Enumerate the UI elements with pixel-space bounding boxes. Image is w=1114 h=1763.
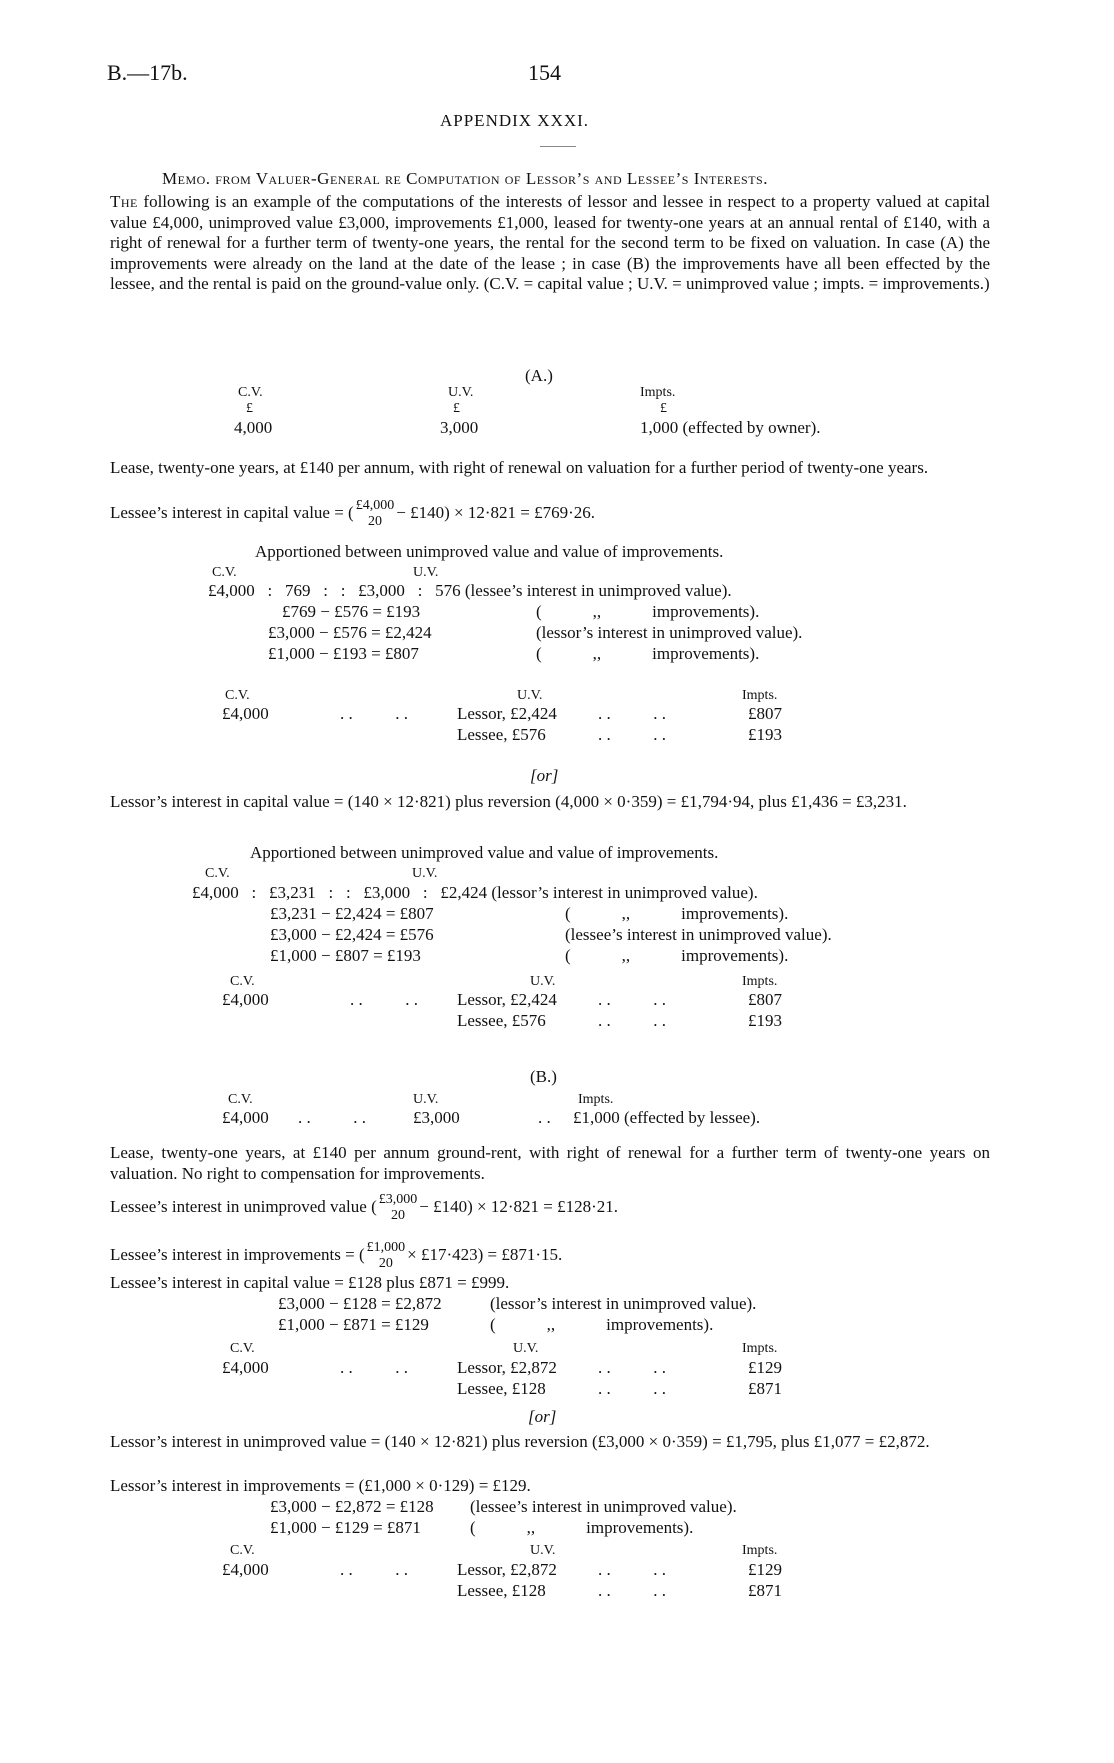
formula-pre: Lessee’s interest in capital value = (: [110, 502, 354, 522]
fraction: [356, 498, 395, 530]
case-a-ratio-col-uv: U.V.: [413, 565, 439, 580]
leader-dots: . . . .: [598, 1379, 666, 1398]
case-a-lease-text: Lease, twenty-one years, at £140 per annum, with right of renewal on valuation for a further period of twenty-one years.: [110, 458, 929, 477]
fraction-denominator: 20: [378, 1256, 393, 1271]
case-a-or: [or]: [530, 766, 559, 785]
memo-title: Memo. from Valuer-General re Computation of Lessor’s and Lessee’s Interests.: [162, 169, 768, 188]
case-b-calc-2-eq: £1,000 − £871 = £129: [278, 1315, 429, 1334]
leader-dots: . . . .: [598, 1560, 666, 1579]
case-a-ratio-line-2: £4,000 : £3,231 : : £3,000 : £2,424 (lessor’s interest in unimproved value).: [192, 883, 758, 902]
case-a-calc-1-note: ( ,, improvements).: [536, 602, 760, 621]
case-b-label: (B.): [530, 1067, 557, 1086]
fraction: [379, 1192, 418, 1224]
case-b-summary2-col-cv: C.V.: [230, 1543, 255, 1558]
case-a-col-uv: U.V.: [448, 385, 474, 400]
case-a-summary-lessee: Lessee, £576: [457, 725, 546, 744]
case-a-summary2-col-cv: C.V.: [230, 974, 255, 989]
case-b-lessee-impts: [110, 1240, 562, 1272]
case-a-calc-3-note: ( ,, improvements).: [536, 644, 760, 663]
case-a-calc-1-eq: £769 − £576 = £193: [282, 602, 421, 621]
case-b-cv: £4,000: [222, 1108, 269, 1127]
case-a-calc2-2-eq: £3,000 − £2,424 = £576: [270, 925, 434, 944]
case-a-calc-2-note: (lessor’s interest in unimproved value).: [536, 623, 803, 642]
case-a-ratio-col-cv: C.V.: [212, 565, 237, 580]
case-a-unit-cv: £: [246, 401, 253, 416]
leader-dots: . . . .: [598, 990, 666, 1009]
fraction: [367, 1240, 406, 1272]
case-a-summary-col-impts: Impts.: [742, 688, 778, 703]
case-a-calc-3-eq: £1,000 − £193 = £807: [268, 644, 419, 663]
case-b-calc-1-note: (lessor’s interest in unimproved value).: [490, 1294, 757, 1313]
case-b-lessor-uv-text: Lessor’s interest in unimproved value = (140 × 12·821) plus reversion (£3,000 × 0·359) = £1,795, plus £1,077 = £2,872.: [110, 1432, 930, 1451]
case-b-or: [or]: [528, 1407, 557, 1426]
case-b-lease-text: Lease, twenty-one years, at £140 per annum ground-rent, with right of renewal for a further term of twenty-one years on valuation. No right to compensation for improvements.: [110, 1143, 990, 1183]
fraction-numerator: £3,000: [378, 1192, 418, 1207]
case-b-lessor-uv: [110, 1432, 990, 1453]
case-a-col-cv: C.V.: [238, 385, 263, 400]
case-a-lessor-interest-text: Lessor’s interest in capital value = (140 × 12·821) plus reversion (4,000 × 0·359) = £1,794·94, plus £1,436 = £3,231.: [110, 792, 907, 811]
case-a-summary2-lessor-impts: £807: [748, 990, 782, 1009]
case-b-summary-col-impts: Impts.: [742, 1341, 778, 1356]
case-b-summary-lessor-impts: £129: [748, 1358, 782, 1377]
leader-dots: . . . .: [598, 704, 666, 723]
intro-text: following is an example of the computations of the interests of lessor and lessee in respect to a property valued at capital value £4,000, unimproved value £3,000, improvements £1,000, leased for twenty-one years at an annual rental of £140, with a right of renewal for a further term of twenty-one years, the rental for the second term to be fixed on valuation. In case (A) the improvements were already on the land at the date of the lease ; in case (B) the improvements have all been effected by the lessee, and the rental is paid on the ground-value only. (C.V. = capital value ; U.V. = unimproved value ; impts. = improvements.): [110, 192, 990, 294]
case-a-summary-lessor: Lessor, £2,424: [457, 704, 557, 723]
leader-dots-short: . .: [538, 1108, 551, 1127]
case-a-cv: 4,000: [234, 418, 273, 437]
leader-dots: . . . .: [598, 725, 666, 744]
case-b-summary2-lessor: Lessor, £2,872: [457, 1560, 557, 1579]
case-a-ratio-line: £4,000 : 769 : : £3,000 : 576 (lessee’s interest in unimproved value).: [208, 581, 732, 600]
case-a-calc2-1-eq: £3,231 − £2,424 = £807: [270, 904, 434, 923]
case-a-ratio2-col-uv: U.V.: [412, 866, 438, 881]
case-a-calc2-3-note: ( ,, improvements).: [565, 946, 789, 965]
formula-post: × £17·423) = £871·15.: [407, 1244, 563, 1264]
case-a-lessor-interest: [110, 792, 990, 813]
case-a-summary-col-cv: C.V.: [225, 688, 250, 703]
case-b-summary2-lessee-impts: £871: [748, 1581, 782, 1600]
case-a-lessee-interest: [110, 498, 595, 530]
case-b-summary-lessor: Lessor, £2,872: [457, 1358, 557, 1377]
case-a-impts: 1,000 (effected by owner).: [640, 418, 821, 437]
case-a-calc2-2-note: (lessee’s interest in unimproved value).: [565, 925, 832, 944]
case-a-uv: 3,000: [440, 418, 479, 437]
document-reference: B.—17b.: [107, 60, 188, 85]
case-a-summary2-col-uv: U.V.: [530, 974, 556, 989]
case-b-calc-1-eq: £3,000 − £128 = £2,872: [278, 1294, 442, 1313]
case-b-summary-lessee: Lessee, £128: [457, 1379, 546, 1398]
case-b-summary-lessee-impts: £871: [748, 1379, 782, 1398]
page-number: 154: [528, 60, 561, 85]
title-rule: [540, 146, 576, 147]
leader-dots: . . . .: [340, 1560, 408, 1579]
case-a-unit-impts: £: [660, 401, 667, 416]
case-b-summary-col-uv: U.V.: [513, 1341, 539, 1356]
fraction-numerator: £1,000: [366, 1240, 406, 1255]
case-a-unit-uv: £: [453, 401, 460, 416]
case-a-summary2-lessee-impts: £193: [748, 1011, 782, 1030]
fraction-denominator: 20: [390, 1208, 405, 1223]
case-a-calc-2-eq: £3,000 − £576 = £2,424: [268, 623, 432, 642]
case-b-calc-2-note: ( ,, improvements).: [490, 1315, 714, 1334]
intro-lead: The: [110, 192, 138, 211]
case-b-summary2-cv: £4,000: [222, 1560, 269, 1579]
case-a-summary2-col-impts: Impts.: [742, 974, 778, 989]
formula-post: − £140) × 12·821 = £128·21.: [419, 1196, 618, 1216]
leader-dots: . . . .: [598, 1358, 666, 1377]
case-b-uv: £3,000: [413, 1108, 460, 1127]
case-a-summary-lessor-impts: £807: [748, 704, 782, 723]
case-a-apportioned-2: Apportioned between unimproved value and value of improvements.: [250, 843, 719, 862]
case-b-col-uv: U.V.: [413, 1092, 439, 1107]
fraction-denominator: 20: [367, 514, 382, 529]
case-b-calc2-2-eq: £1,000 − £129 = £871: [270, 1518, 421, 1537]
leader-dots: . . . .: [340, 704, 408, 723]
case-b-lessor-impts: Lessor’s interest in improvements = (£1,000 × 0·129) = £129.: [110, 1476, 531, 1495]
case-a-summary2-lessee: Lessee, £576: [457, 1011, 546, 1030]
case-b-calc2-2-note: ( ,, improvements).: [470, 1518, 694, 1537]
formula-pre: Lessee’s interest in unimproved value (: [110, 1196, 377, 1216]
case-a-summary-lessee-impts: £193: [748, 725, 782, 744]
case-a-summary2-cv: £4,000: [222, 990, 269, 1009]
leader-dots: . . . .: [350, 990, 418, 1009]
fraction-numerator: £4,000: [355, 498, 395, 513]
leader-dots: . . . .: [298, 1108, 366, 1127]
case-b-col-cv: C.V.: [228, 1092, 253, 1107]
case-b-summary2-lessee: Lessee, £128: [457, 1581, 546, 1600]
case-a-ratio2-col-cv: C.V.: [205, 866, 230, 881]
formula-pre: Lessee’s interest in improvements = (: [110, 1244, 365, 1264]
case-a-summary-cv: £4,000: [222, 704, 269, 723]
case-b-summary-col-cv: C.V.: [230, 1341, 255, 1356]
case-b-summary2-col-impts: Impts.: [742, 1543, 778, 1558]
leader-dots: . . . .: [340, 1358, 408, 1377]
case-a-label: (A.): [525, 366, 553, 385]
case-b-lessee-cv: Lessee’s interest in capital value = £128 plus £871 = £999.: [110, 1273, 510, 1292]
case-a-calc2-1-note: ( ,, improvements).: [565, 904, 789, 923]
case-b-calc2-1-eq: £3,000 − £2,872 = £128: [270, 1497, 434, 1516]
case-b-calc2-1-note: (lessee’s interest in unimproved value).: [470, 1497, 737, 1516]
case-a-col-impts: Impts.: [640, 385, 676, 400]
appendix-title: APPENDIX XXXI.: [440, 111, 590, 130]
case-b-lease: [110, 1143, 990, 1184]
intro-paragraph: [110, 192, 990, 295]
case-b-impts: £1,000 (effected by lessee).: [573, 1108, 761, 1127]
formula-post: − £140) × 12·821 = £769·26.: [396, 502, 595, 522]
case-a-apportioned: Apportioned between unimproved value and value of improvements.: [255, 542, 724, 561]
leader-dots: . . . .: [598, 1581, 666, 1600]
case-a-summary2-lessor: Lessor, £2,424: [457, 990, 557, 1009]
case-a-calc2-3-eq: £1,000 − £807 = £193: [270, 946, 421, 965]
case-a-lease: [110, 458, 990, 479]
case-b-summary2-col-uv: U.V.: [530, 1543, 556, 1558]
case-b-summary-cv: £4,000: [222, 1358, 269, 1377]
case-b-col-impts: Impts.: [578, 1092, 614, 1107]
leader-dots: . . . .: [598, 1011, 666, 1030]
case-b-summary2-lessor-impts: £129: [748, 1560, 782, 1579]
case-b-lessee-uv: [110, 1192, 618, 1224]
case-a-summary-col-uv: U.V.: [517, 688, 543, 703]
